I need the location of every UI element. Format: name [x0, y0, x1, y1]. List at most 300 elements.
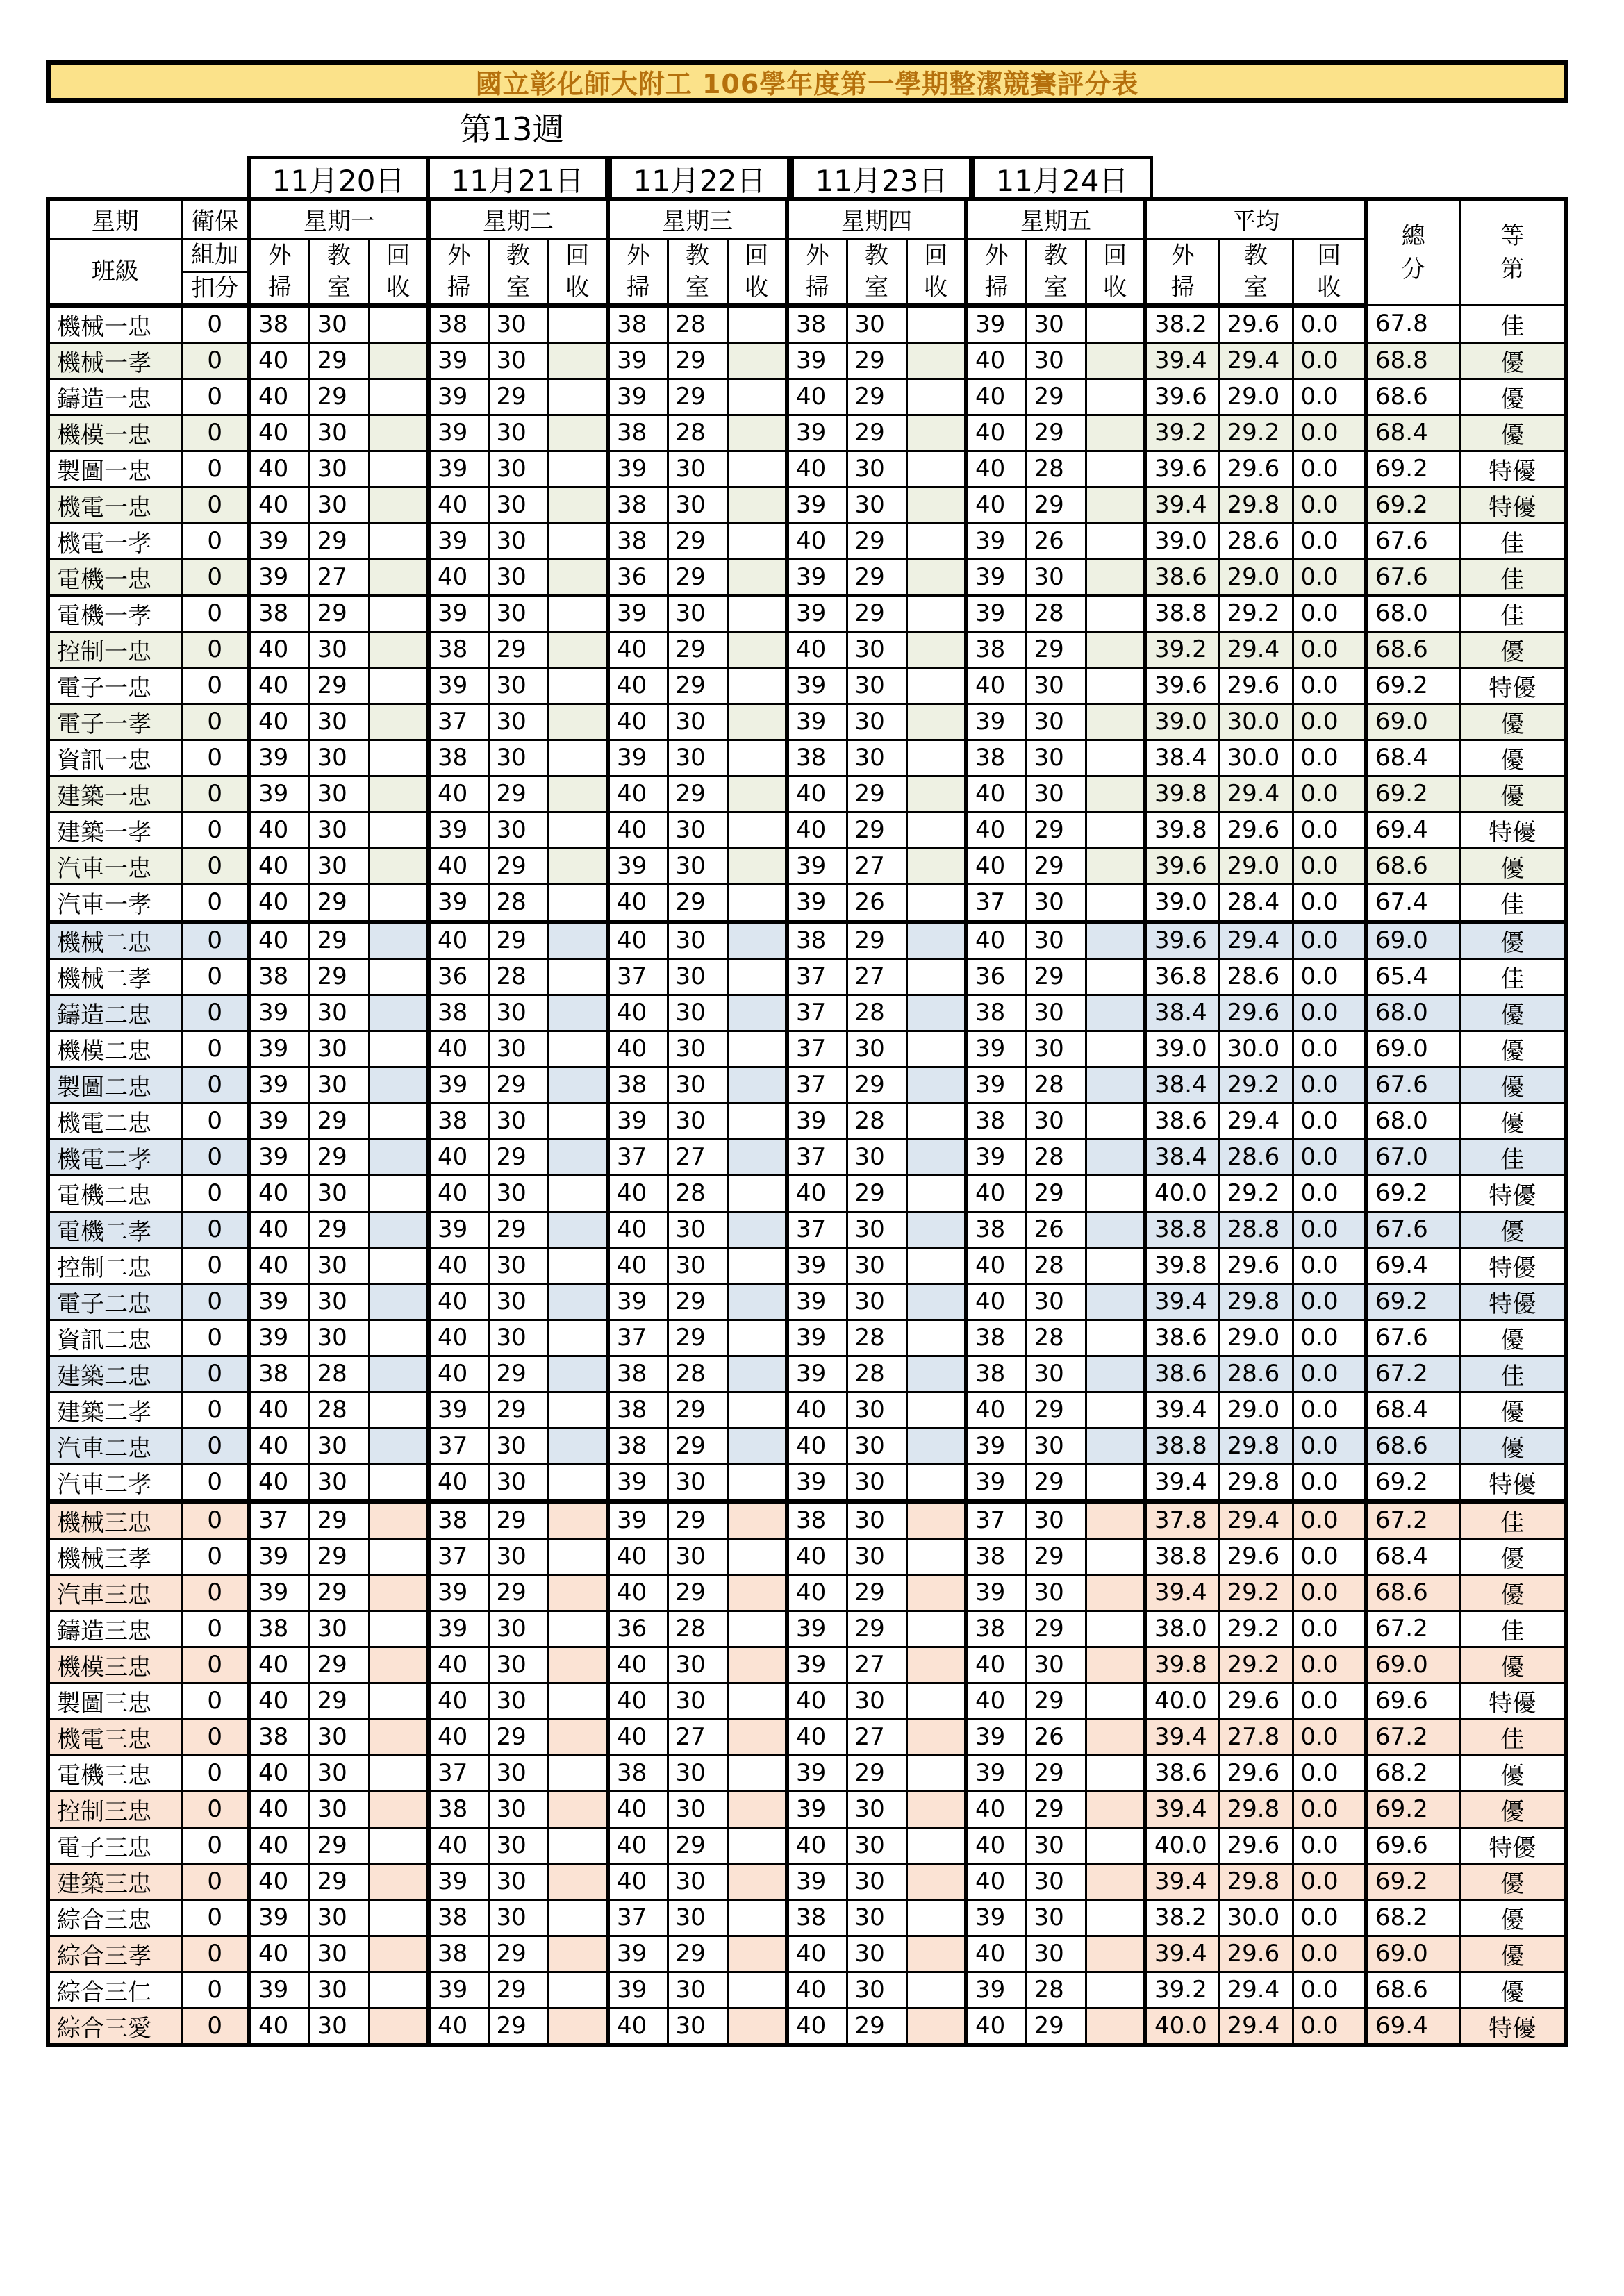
classroom-score-cell: 29 — [1026, 1175, 1086, 1211]
outdoor-score-cell: 38 — [966, 1103, 1026, 1139]
deduct-cell: 0 — [181, 487, 249, 523]
total-cell: 69.2 — [1366, 1283, 1459, 1320]
avg-classroom-cell: 29.6 — [1219, 995, 1293, 1031]
recycle-score-cell — [369, 523, 429, 559]
class-name-cell: 機械二孝 — [48, 958, 181, 995]
avg-recycle-cell: 0.0 — [1293, 1211, 1366, 1247]
class-name-cell: 電機一忠 — [48, 559, 181, 595]
outdoor-score-cell: 40 — [787, 1538, 847, 1574]
class-name-cell: 機電二忠 — [48, 1103, 181, 1139]
table-row — [48, 1936, 1566, 1972]
recycle-score-cell — [727, 451, 787, 487]
deduct-cell: 0 — [181, 848, 249, 884]
classroom-score-cell: 29 — [847, 1611, 906, 1647]
classroom-score-cell: 29 — [1026, 1683, 1086, 1719]
outdoor-score-cell: 38 — [608, 487, 668, 523]
sub-header-bottom: 室 — [847, 272, 906, 306]
table-row — [48, 1428, 1566, 1464]
rank-cell: 佳 — [1459, 884, 1566, 922]
recycle-score-cell — [1086, 1320, 1145, 1356]
sub-header-bottom: 掃 — [787, 272, 847, 306]
deduct-cell: 0 — [181, 1538, 249, 1574]
table-row — [48, 884, 1566, 922]
classroom-score-cell: 29 — [1026, 1392, 1086, 1428]
table-row — [48, 1611, 1566, 1647]
classroom-score-cell: 30 — [488, 1247, 548, 1283]
table-row — [48, 1139, 1566, 1175]
outdoor-score-cell: 38 — [608, 1428, 668, 1464]
avg-classroom-cell: 29.6 — [1219, 667, 1293, 704]
recycle-score-cell — [906, 1031, 966, 1067]
classroom-score-cell: 29 — [847, 812, 906, 848]
total-cell: 68.6 — [1366, 1428, 1459, 1464]
avg-outdoor-cell: 39.2 — [1145, 631, 1219, 667]
recycle-score-cell — [548, 667, 608, 704]
outdoor-score-cell: 40 — [787, 812, 847, 848]
recycle-score-cell — [369, 1103, 429, 1139]
classroom-score-cell: 29 — [309, 1863, 369, 1899]
classroom-score-cell: 30 — [488, 1791, 548, 1827]
outdoor-score-cell: 38 — [429, 995, 488, 1031]
avg-outdoor-cell: 39.4 — [1145, 342, 1219, 378]
recycle-score-cell — [369, 1683, 429, 1719]
recycle-score-cell — [906, 995, 966, 1031]
classroom-score-cell: 30 — [309, 1428, 369, 1464]
outdoor-score-cell: 37 — [787, 1067, 847, 1103]
class-name-cell: 機電一孝 — [48, 523, 181, 559]
total-cell: 69.0 — [1366, 1936, 1459, 1972]
recycle-score-cell — [548, 1972, 608, 2008]
outdoor-score-cell: 39 — [787, 559, 847, 595]
sub-header-top: 教 — [488, 238, 548, 272]
outdoor-score-cell: 39 — [608, 1283, 668, 1320]
avg-classroom-cell: 29.2 — [1219, 1647, 1293, 1683]
recycle-score-cell — [548, 378, 608, 415]
recycle-score-cell — [548, 995, 608, 1031]
weekday-tue: 星期二 — [429, 199, 608, 238]
outdoor-score-cell: 40 — [249, 378, 309, 415]
classroom-score-cell: 29 — [668, 1392, 727, 1428]
recycle-score-cell — [906, 559, 966, 595]
outdoor-score-cell: 39 — [787, 1103, 847, 1139]
outdoor-score-cell: 38 — [249, 595, 309, 631]
classroom-score-cell: 30 — [847, 1247, 906, 1283]
classroom-score-cell: 28 — [847, 1320, 906, 1356]
recycle-score-cell — [727, 1175, 787, 1211]
recycle-score-cell — [548, 1175, 608, 1211]
classroom-score-cell: 29 — [1026, 631, 1086, 667]
rank-cell: 佳 — [1459, 1356, 1566, 1392]
avg-recycle-cell: 0.0 — [1293, 776, 1366, 812]
rank-cell: 優 — [1459, 1972, 1566, 2008]
rank-cell: 優 — [1459, 631, 1566, 667]
recycle-score-cell — [369, 1755, 429, 1791]
classroom-score-cell: 30 — [488, 1103, 548, 1139]
classroom-score-cell: 30 — [309, 740, 369, 776]
classroom-score-cell: 30 — [488, 1647, 548, 1683]
class-name-cell: 汽車一孝 — [48, 884, 181, 922]
avg-recycle-cell: 0.0 — [1293, 523, 1366, 559]
recycle-score-cell — [548, 523, 608, 559]
class-name-cell: 電機二孝 — [48, 1211, 181, 1247]
recycle-score-cell — [906, 1175, 966, 1211]
class-name-cell: 電子二忠 — [48, 1283, 181, 1320]
outdoor-score-cell: 39 — [787, 884, 847, 922]
avg-recycle-cell: 0.0 — [1293, 1428, 1366, 1464]
deduct-cell: 0 — [181, 451, 249, 487]
class-name-cell: 汽車一忠 — [48, 848, 181, 884]
avg-recycle-cell: 0.0 — [1293, 1538, 1366, 1574]
classroom-score-cell: 30 — [488, 1283, 548, 1320]
total-cell: 67.2 — [1366, 1719, 1459, 1755]
classroom-score-cell: 30 — [309, 631, 369, 667]
class-name-cell: 汽車二孝 — [48, 1464, 181, 1501]
classroom-score-cell: 30 — [488, 451, 548, 487]
classroom-score-cell: 30 — [488, 740, 548, 776]
outdoor-score-cell: 39 — [608, 595, 668, 631]
outdoor-score-cell: 40 — [787, 776, 847, 812]
outdoor-score-cell: 38 — [249, 1719, 309, 1755]
outdoor-score-cell: 40 — [249, 1247, 309, 1283]
classroom-score-cell: 30 — [309, 1719, 369, 1755]
total-cell: 69.2 — [1366, 1863, 1459, 1899]
table-row — [48, 1247, 1566, 1283]
recycle-score-cell — [548, 740, 608, 776]
classroom-score-cell: 30 — [309, 1972, 369, 2008]
deduct-cell: 0 — [181, 1791, 249, 1827]
table-row — [48, 995, 1566, 1031]
outdoor-score-cell: 39 — [966, 306, 1026, 343]
sub-header-top: 回 — [548, 238, 608, 272]
table-row — [48, 1031, 1566, 1067]
outdoor-score-cell: 37 — [429, 1428, 488, 1464]
recycle-score-cell — [906, 415, 966, 451]
avg-outdoor-cell: 38.6 — [1145, 1755, 1219, 1791]
deduct-label-2: 組加 — [181, 238, 249, 272]
recycle-score-cell — [906, 1972, 966, 2008]
outdoor-score-cell: 39 — [249, 740, 309, 776]
class-name-cell: 機模三忠 — [48, 1647, 181, 1683]
classroom-score-cell: 30 — [1026, 1103, 1086, 1139]
classroom-score-cell: 28 — [309, 1356, 369, 1392]
total-cell: 69.0 — [1366, 922, 1459, 959]
deduct-cell: 0 — [181, 1356, 249, 1392]
weekday-mon: 星期一 — [249, 199, 429, 238]
avg-recycle-cell: 0.0 — [1293, 1031, 1366, 1067]
recycle-score-cell — [548, 848, 608, 884]
outdoor-score-cell: 40 — [429, 559, 488, 595]
outdoor-score-cell: 40 — [608, 631, 668, 667]
recycle-score-cell — [369, 631, 429, 667]
classroom-score-cell: 30 — [309, 1247, 369, 1283]
outdoor-score-cell: 39 — [249, 559, 309, 595]
recycle-score-cell — [369, 378, 429, 415]
date-header-fri: 11月24日 — [971, 156, 1153, 199]
classroom-score-cell: 29 — [1026, 958, 1086, 995]
classroom-score-cell: 28 — [1026, 1320, 1086, 1356]
classroom-score-cell: 30 — [847, 704, 906, 740]
recycle-score-cell — [1086, 342, 1145, 378]
recycle-score-cell — [906, 667, 966, 704]
recycle-score-cell — [548, 704, 608, 740]
recycle-score-cell — [906, 595, 966, 631]
recycle-score-cell — [906, 1464, 966, 1501]
classroom-score-cell: 29 — [668, 667, 727, 704]
outdoor-score-cell: 39 — [966, 559, 1026, 595]
outdoor-score-cell: 40 — [787, 1683, 847, 1719]
table-row — [48, 451, 1566, 487]
classroom-score-cell: 29 — [847, 776, 906, 812]
rank-cell: 特優 — [1459, 667, 1566, 704]
avg-classroom-cell: 29.4 — [1219, 922, 1293, 959]
classroom-score-cell: 30 — [847, 1031, 906, 1067]
classroom-score-cell: 29 — [1026, 1791, 1086, 1827]
outdoor-score-cell: 40 — [608, 776, 668, 812]
table-row — [48, 595, 1566, 631]
avg-outdoor-cell: 39.6 — [1145, 922, 1219, 959]
outdoor-score-cell: 39 — [787, 667, 847, 704]
classroom-score-cell: 30 — [309, 848, 369, 884]
outdoor-score-cell: 39 — [787, 595, 847, 631]
recycle-score-cell — [548, 1647, 608, 1683]
avg-recycle-cell: 0.0 — [1293, 306, 1366, 343]
deduct-cell: 0 — [181, 1428, 249, 1464]
outdoor-score-cell: 37 — [966, 884, 1026, 922]
outdoor-score-cell: 38 — [966, 1538, 1026, 1574]
outdoor-score-cell: 40 — [429, 1031, 488, 1067]
recycle-score-cell — [1086, 1464, 1145, 1501]
classroom-score-cell: 29 — [309, 1211, 369, 1247]
classroom-score-cell: 29 — [1026, 1611, 1086, 1647]
recycle-score-cell — [369, 1247, 429, 1283]
outdoor-score-cell: 40 — [787, 2008, 847, 2045]
avg-classroom-cell: 29.2 — [1219, 1175, 1293, 1211]
outdoor-score-cell: 40 — [429, 1827, 488, 1863]
outdoor-score-cell: 40 — [429, 776, 488, 812]
classroom-score-cell: 30 — [1026, 922, 1086, 959]
recycle-score-cell — [906, 812, 966, 848]
avg-classroom-cell: 29.2 — [1219, 1067, 1293, 1103]
total-cell: 67.6 — [1366, 1211, 1459, 1247]
date-header-wed: 11月22日 — [608, 156, 790, 199]
outdoor-score-cell: 40 — [249, 1428, 309, 1464]
classroom-score-cell: 29 — [309, 523, 369, 559]
recycle-score-cell — [906, 776, 966, 812]
deduct-cell: 0 — [181, 1464, 249, 1501]
avg-outdoor-cell: 38.4 — [1145, 1067, 1219, 1103]
class-name-cell: 機電一忠 — [48, 487, 181, 523]
recycle-score-cell — [1086, 1755, 1145, 1791]
outdoor-score-cell: 37 — [429, 1755, 488, 1791]
classroom-score-cell: 28 — [1026, 1067, 1086, 1103]
recycle-score-cell — [369, 1175, 429, 1211]
rank-cell: 優 — [1459, 922, 1566, 959]
avg-outdoor-cell: 36.8 — [1145, 958, 1219, 995]
outdoor-score-cell: 40 — [608, 1211, 668, 1247]
recycle-score-cell — [1086, 1501, 1145, 1539]
classroom-score-cell: 30 — [847, 1827, 906, 1863]
rank-cell: 佳 — [1459, 1501, 1566, 1539]
class-name-cell: 機械三忠 — [48, 1501, 181, 1539]
class-name-cell: 電子三忠 — [48, 1827, 181, 1863]
avg-classroom-cell: 28.4 — [1219, 884, 1293, 922]
outdoor-score-cell: 40 — [249, 2008, 309, 2045]
outdoor-score-cell: 40 — [429, 487, 488, 523]
outdoor-score-cell: 40 — [608, 1538, 668, 1574]
classroom-score-cell: 30 — [668, 2008, 727, 2045]
sub-header-top: 教 — [1219, 238, 1293, 272]
outdoor-score-cell: 39 — [608, 1936, 668, 1972]
avg-outdoor-cell: 40.0 — [1145, 1827, 1219, 1863]
recycle-score-cell — [906, 1356, 966, 1392]
classroom-score-cell: 30 — [309, 1755, 369, 1791]
outdoor-score-cell: 39 — [429, 595, 488, 631]
outdoor-score-cell: 40 — [429, 1464, 488, 1501]
classroom-score-cell: 30 — [847, 1899, 906, 1936]
outdoor-score-cell: 39 — [787, 1320, 847, 1356]
class-name-cell: 機模一忠 — [48, 415, 181, 451]
recycle-score-cell — [906, 1647, 966, 1683]
recycle-score-cell — [369, 451, 429, 487]
rank-cell: 特優 — [1459, 1683, 1566, 1719]
class-name-cell: 建築一忠 — [48, 776, 181, 812]
total-cell: 69.4 — [1366, 2008, 1459, 2045]
deduct-cell: 0 — [181, 1574, 249, 1611]
outdoor-score-cell: 40 — [966, 2008, 1026, 2045]
classroom-score-cell: 30 — [1026, 995, 1086, 1031]
outdoor-score-cell: 40 — [966, 342, 1026, 378]
recycle-score-cell — [906, 740, 966, 776]
classroom-score-cell: 30 — [847, 667, 906, 704]
classroom-score-cell: 30 — [488, 1428, 548, 1464]
avg-outdoor-cell: 39.8 — [1145, 1247, 1219, 1283]
classroom-score-cell: 29 — [1026, 487, 1086, 523]
classroom-score-cell: 30 — [309, 1611, 369, 1647]
recycle-score-cell — [727, 1936, 787, 1972]
classroom-score-cell: 28 — [309, 1392, 369, 1428]
classroom-score-cell: 29 — [1026, 1538, 1086, 1574]
classroom-score-cell: 30 — [488, 1827, 548, 1863]
classroom-score-cell: 30 — [668, 1538, 727, 1574]
classroom-score-cell: 28 — [488, 884, 548, 922]
classroom-score-cell: 29 — [1026, 812, 1086, 848]
recycle-score-cell — [727, 1538, 787, 1574]
avg-classroom-cell: 29.6 — [1219, 451, 1293, 487]
recycle-score-cell — [369, 1428, 429, 1464]
deduct-cell: 0 — [181, 1067, 249, 1103]
rank-cell: 特優 — [1459, 2008, 1566, 2045]
classroom-score-cell: 30 — [668, 848, 727, 884]
avg-outdoor-cell: 39.8 — [1145, 812, 1219, 848]
outdoor-score-cell: 40 — [787, 1574, 847, 1611]
rank-cell: 優 — [1459, 1320, 1566, 1356]
recycle-score-cell — [906, 958, 966, 995]
recycle-score-cell — [906, 1139, 966, 1175]
outdoor-score-cell: 39 — [608, 1464, 668, 1501]
sub-header-top: 教 — [1026, 238, 1086, 272]
weekday-thu: 星期四 — [787, 199, 966, 238]
deduct-cell: 0 — [181, 740, 249, 776]
outdoor-score-cell: 40 — [966, 415, 1026, 451]
recycle-score-cell — [727, 1827, 787, 1863]
avg-outdoor-cell: 39.4 — [1145, 1863, 1219, 1899]
outdoor-score-cell: 40 — [787, 631, 847, 667]
recycle-score-cell — [906, 1827, 966, 1863]
week-label: 第13週 — [460, 110, 565, 148]
rank-cell: 特優 — [1459, 1175, 1566, 1211]
avg-recycle-cell: 0.0 — [1293, 1936, 1366, 1972]
classroom-score-cell: 30 — [668, 1103, 727, 1139]
outdoor-score-cell: 39 — [608, 378, 668, 415]
avg-recycle-cell: 0.0 — [1293, 922, 1366, 959]
outdoor-score-cell: 40 — [608, 1719, 668, 1755]
recycle-score-cell — [369, 1719, 429, 1755]
classroom-score-cell: 30 — [309, 1320, 369, 1356]
total-cell: 67.8 — [1366, 306, 1459, 343]
deduct-cell: 0 — [181, 1501, 249, 1539]
avg-outdoor-cell: 39.0 — [1145, 884, 1219, 922]
classroom-score-cell: 30 — [488, 812, 548, 848]
recycle-score-cell — [906, 1067, 966, 1103]
outdoor-score-cell: 36 — [608, 1611, 668, 1647]
rank-cell: 優 — [1459, 1647, 1566, 1683]
rank-cell: 優 — [1459, 1899, 1566, 1936]
classroom-score-cell: 29 — [847, 1175, 906, 1211]
recycle-score-cell — [727, 1247, 787, 1283]
class-name-cell: 資訊一忠 — [48, 740, 181, 776]
recycle-score-cell — [727, 884, 787, 922]
table-row — [48, 1501, 1566, 1539]
classroom-score-cell: 30 — [668, 1791, 727, 1827]
outdoor-score-cell: 39 — [966, 1574, 1026, 1611]
outdoor-score-cell: 38 — [608, 1755, 668, 1791]
avg-recycle-cell: 0.0 — [1293, 1863, 1366, 1899]
total-cell: 67.6 — [1366, 1320, 1459, 1356]
recycle-score-cell — [369, 1827, 429, 1863]
avg-outdoor-cell: 39.4 — [1145, 1936, 1219, 1972]
classroom-score-cell: 28 — [668, 415, 727, 451]
rank-cell: 佳 — [1459, 306, 1566, 343]
class-name-cell: 機械三孝 — [48, 1538, 181, 1574]
recycle-score-cell — [906, 1863, 966, 1899]
classroom-score-cell: 29 — [309, 595, 369, 631]
class-name-cell: 建築二忠 — [48, 1356, 181, 1392]
avg-recycle-cell: 0.0 — [1293, 1501, 1366, 1539]
sub-header-bottom: 掃 — [429, 272, 488, 306]
avg-outdoor-cell: 39.6 — [1145, 667, 1219, 704]
recycle-score-cell — [906, 451, 966, 487]
recycle-score-cell — [727, 1392, 787, 1428]
classroom-score-cell: 30 — [1026, 1428, 1086, 1464]
table-row — [48, 740, 1566, 776]
deduct-label-1: 衛保 — [181, 199, 249, 238]
recycle-score-cell — [727, 1103, 787, 1139]
classroom-score-cell: 30 — [488, 704, 548, 740]
rank-cell: 佳 — [1459, 523, 1566, 559]
avg-outdoor-cell: 38.2 — [1145, 1899, 1219, 1936]
outdoor-score-cell: 39 — [249, 1538, 309, 1574]
avg-recycle-cell: 0.0 — [1293, 1683, 1366, 1719]
table-row — [48, 523, 1566, 559]
classroom-score-cell: 30 — [668, 487, 727, 523]
classroom-score-cell: 27 — [847, 1719, 906, 1755]
avg-recycle-cell: 0.0 — [1293, 667, 1366, 704]
classroom-score-cell: 30 — [309, 776, 369, 812]
table-row — [48, 1464, 1566, 1501]
classroom-score-cell: 28 — [1026, 1972, 1086, 2008]
table-row — [48, 631, 1566, 667]
deduct-cell: 0 — [181, 667, 249, 704]
